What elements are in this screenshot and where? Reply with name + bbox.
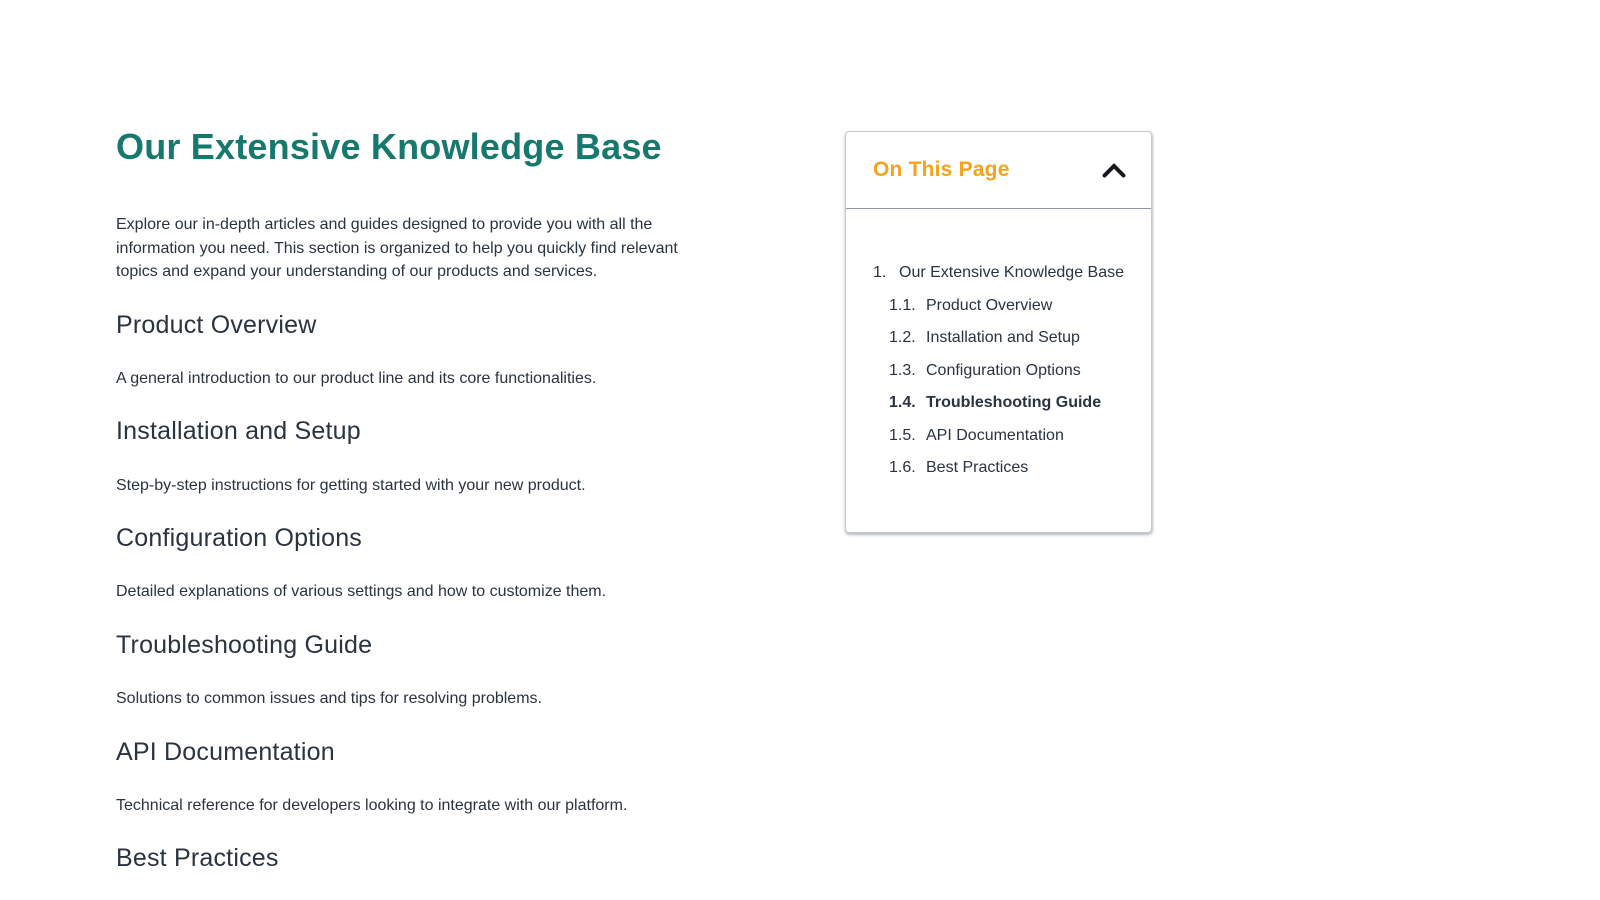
section-body: Detailed explanations of various settings and how to customize them. bbox=[116, 583, 607, 601]
toc-item-number: 1.4. bbox=[889, 394, 916, 412]
content-section bbox=[116, 630, 756, 711]
toc-item[interactable] bbox=[889, 420, 1141, 453]
toc-item-label: Configuration Options bbox=[926, 361, 1081, 379]
section-heading: API Documentation bbox=[116, 737, 335, 766]
toc-item-label: Best Practices bbox=[926, 459, 1029, 477]
toc-item-number: 1. bbox=[873, 264, 887, 282]
toc-item-number: 1.1. bbox=[889, 296, 916, 314]
content-section bbox=[116, 523, 756, 604]
content-section bbox=[116, 310, 756, 391]
intro-paragraph bbox=[116, 213, 756, 284]
section-heading: Troubleshooting Guide bbox=[116, 630, 373, 659]
toc-item-label: Troubleshooting Guide bbox=[926, 394, 1102, 412]
toc-item-label: Product Overview bbox=[926, 296, 1053, 314]
section-body: Technical reference for developers looking to integrate with our platform. bbox=[116, 796, 628, 814]
content-section bbox=[116, 737, 756, 818]
toc-title: On This Page bbox=[873, 158, 1010, 181]
intro-line: Explore our in-depth articles and guides designed to provide you with all the bbox=[116, 216, 653, 233]
intro-line: topics and expand your understanding of our products and services. bbox=[116, 263, 598, 280]
sections bbox=[116, 310, 756, 875]
section-heading: Product Overview bbox=[116, 310, 317, 339]
on-this-page-panel bbox=[845, 131, 1152, 533]
toc-item[interactable] bbox=[889, 322, 1141, 355]
intro-line: information you need. This section is organized to help you quickly find relevant bbox=[116, 239, 678, 257]
section-body: Step-by-step instructions for getting started with your new product. bbox=[116, 476, 586, 494]
toc-collapse-toggle[interactable] bbox=[846, 132, 1151, 209]
toc-item[interactable] bbox=[873, 257, 1141, 290]
toc-item-number: 1.6. bbox=[889, 459, 916, 477]
toc-item-number: 1.3. bbox=[889, 361, 916, 379]
toc-item-label: API Documentation bbox=[926, 426, 1064, 444]
section-heading: Installation and Setup bbox=[116, 417, 361, 446]
section-body: Solutions to common issues and tips for resolving problems. bbox=[116, 690, 542, 707]
toc-item-label: Installation and Setup bbox=[926, 329, 1080, 347]
page-title: Our Extensive Knowledge Base bbox=[116, 126, 662, 167]
content-section bbox=[116, 416, 756, 497]
chevron-up-icon[interactable] bbox=[1102, 163, 1126, 178]
toc-item-label: Our Extensive Knowledge Base bbox=[899, 264, 1125, 282]
toc-item-number: 1.5. bbox=[889, 426, 916, 444]
section-heading: Configuration Options bbox=[116, 524, 363, 552]
toc-list bbox=[846, 209, 1151, 485]
section-body: A general introduction to our product line and its core functionalities. bbox=[116, 369, 597, 387]
toc-item[interactable] bbox=[889, 387, 1141, 420]
section-heading: Best Practices bbox=[116, 844, 279, 873]
toc-item[interactable] bbox=[889, 290, 1141, 323]
toc-item[interactable] bbox=[889, 452, 1141, 485]
content-section bbox=[116, 843, 756, 874]
toc-item[interactable] bbox=[889, 355, 1141, 388]
article bbox=[116, 124, 756, 875]
toc-item-number: 1.2. bbox=[889, 329, 916, 347]
